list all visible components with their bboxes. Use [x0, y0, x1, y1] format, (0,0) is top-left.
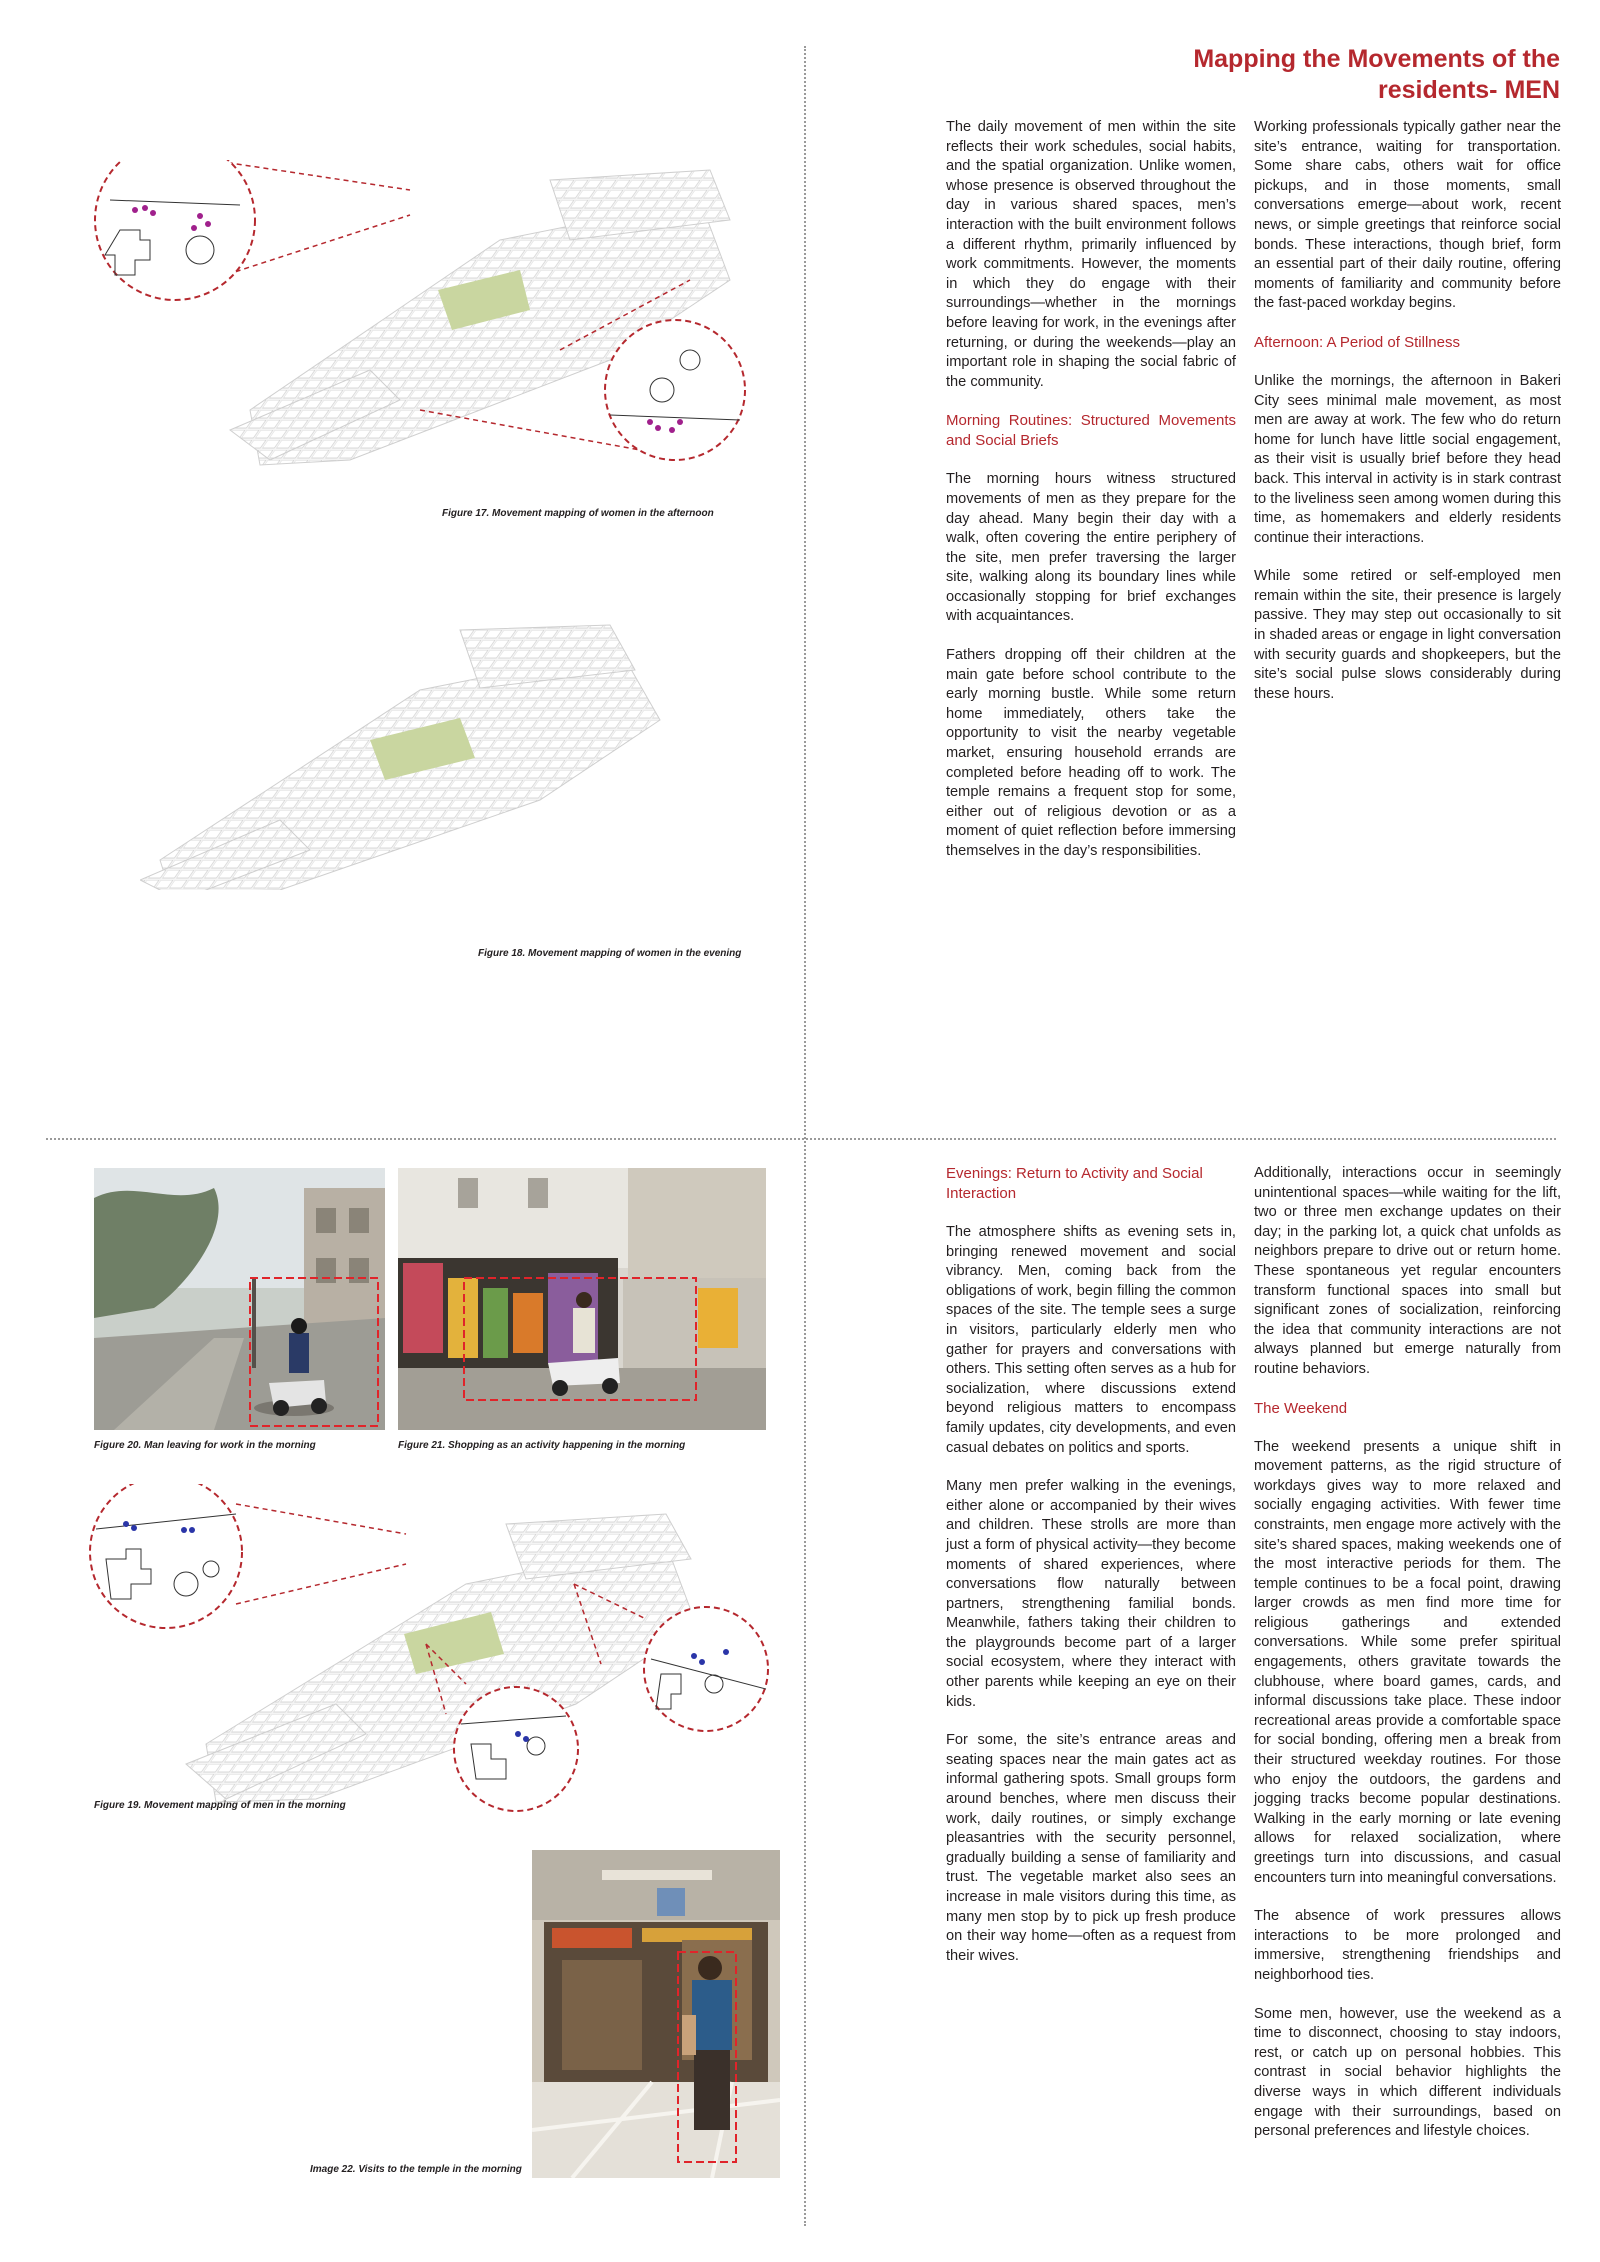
- image-22-caption: Image 22. Visits to the temple in the morning: [310, 2164, 522, 2175]
- figure-17-diagram: [90, 160, 770, 500]
- zoom-circle-top-left: [90, 1484, 406, 1628]
- figure-17-caption: Figure 17. Movement mapping of women in the afternoon: [442, 508, 714, 519]
- vertical-page-divider: [804, 46, 806, 2226]
- section-heading-evenings: Evenings: Return to Activity and Social Interaction: [946, 1165, 1203, 1202]
- section-heading-afternoon: Afternoon: A Period of Stillness: [1254, 333, 1460, 351]
- bottom-right-text-column: [1254, 1164, 1561, 2161]
- paragraph: Additionally, interactions occur in seemingly unintentional spaces—while waiting for the lift, two or three men exchange updates on their day; in the parking lot, a quick chat unfolds as neighbors prepare to drive out or return home. These spontaneous yet regular encounters transform functional spaces into small but significant zones of socialization, reinforcing the idea that community interactions are not always planned but emerge naturally from routine behaviors.: [1254, 1165, 1561, 1377]
- figure-21-caption: Figure 21. Shopping as an activity happening in the morning: [398, 1440, 686, 1451]
- top-right-text-column: [1254, 118, 1561, 723]
- figure-18-diagram: [140, 620, 700, 890]
- figure-19-caption: Figure 19. Movement mapping of men in the morning: [94, 1800, 346, 1811]
- paragraph: While some retired or self-employed men remain within the site, their presence is largely passive. They may step out occasionally to sit in shaded areas or engage in light conversation with security guards and shopkeepers, but the site’s social pulse slows considerably during these hours.: [1254, 568, 1561, 702]
- paragraph: Some men, however, use the weekend as a time to disconnect, choosing to stay indoors, rest, or catch up on personal hobbies. This contrast in social behavior highlights the diverse ways in which different individuals engage with their surroundings, based on personal preferences and lifestyle choices.: [1254, 2005, 1561, 2140]
- figure-18-caption: Figure 18. Movement mapping of women in the evening: [478, 948, 742, 959]
- section-heading-weekend: The Weekend: [1254, 1399, 1348, 1417]
- paragraph: The morning hours witness structured movements of men as they prepare for the day ahead. Many begin their day with a walk, often covering the entire periphery of the site, men prefer traversing the larger site, walking along its boundary lines while occasionally stopping for brief exchanges with acquaintances.: [946, 471, 1236, 625]
- page-title: Mapping the Movements of the residents- MEN: [1193, 45, 1560, 104]
- figure-20-caption: Figure 20. Man leaving for work in the morning: [94, 1440, 316, 1451]
- paragraph: The weekend presents a unique shift in movement patterns, as the rigid structure of workdays gives way to more relaxed and socially engaging activities. With fewer time constraints, men engage more actively with the site’s shared spaces, making weekends one of the most interactive periods for them. The temple continues to be a focal point, drawing larger crowds as men find more time for religious gatherings and extended conversations. While some prefer spiritual engagements, others gravitate towards the clubhouse, where board games, cards, and informal discussions take place. These indoor recreational areas provide a comfortable space for social bonding, offering men a break from their structured weekday routines. For those who enjoy the outdoors, the gardens and jogging tracks become popular destinations. Walking in the early morning or late evening allows for relaxed socialization, where greetings turn into discussions, and casual encounters turn into meaningful conversations.: [1254, 1438, 1561, 1886]
- paragraph: The daily movement of men within the site reflects their work schedules, social habits, and the spatial organization. Unlike women, whose presence is observed throughout the day in various shared spaces, men’s interaction with the built environment follows a different rhythm, primarily influenced by work commitments. However, the moments in which they do engage with their surroundings—whether in the mornings before leaving for work, in the evenings after returning, or during the weekends—play an important role in shaping the social fabric of the community.: [946, 119, 1236, 390]
- figure-21-photo: [398, 1168, 766, 1430]
- paragraph: Working professionals typically gather near the site’s entrance, waiting for transportation. Some share cabs, others wait for office pickups, and in those moments, small conversations emerge—about work, recent news, or simple greetings that reinforce social bonds. These interactions, though brief, form an essential part of their daily routine, offering moments of familiarity and community before the fast-paced workday begins.: [1254, 119, 1561, 312]
- paragraph: Unlike the mornings, the afternoon in Bakeri City sees minimal male movement, as most men are away at work. The few who do return home for lunch have little social engagement, as their visit is usually brief before they head back. This interval in activity is in stark contrast to the liveliness seen among women during this time, as homemakers and elderly residents continue their interactions.: [1254, 372, 1561, 546]
- figure-19-diagram: [86, 1484, 776, 1814]
- paragraph: Many men prefer walking in the evenings, either alone or accompanied by their wives and children. These strolls are more than just a form of physical activity—they become moments of shared experiences, where conversations flow naturally between partners, strengthening familial bonds. Meanwhile, fathers taking their children to the playgrounds become part of a larger social ecosystem, where they interact with other parents while keeping an eye on their kids.: [946, 1478, 1236, 1710]
- figure-20-photo: [94, 1168, 385, 1430]
- paragraph: For some, the site’s entrance areas and seating spaces near the main gates act as informal gathering spots. Small groups form around benches, where men discuss their work, daily routines, or simply exchange pleasantries with the security personnel, gradually building a sense of familiarity and trust. The vegetable market also sees an increase in male visitors during this time, as many men stop by to pick up fresh produce on their way home—often as a request from their wives.: [946, 1732, 1236, 1964]
- paragraph: The absence of work pressures allows interactions to be more prolonged and immersive, strengthening friendships and neighborhood ties.: [1254, 1908, 1561, 1983]
- paragraph: The atmosphere shifts as evening sets in, bringing renewed movement and social vibrancy. Men, coming back from the obligations of work, begin filling the common spaces of the site. The temple sees a surge in visitors, particularly elderly men who gather for prayers and conversations with others. This setting often serves as a hub for socialization, where discussions extend beyond religious matters to encompass family updates, city developments, and even casual debates on politics and sports.: [946, 1224, 1236, 1456]
- top-left-text-column: [946, 118, 1236, 881]
- paragraph: Fathers dropping off their children at the main gate before school contribute to the early morning bustle. While some return home immediately, others take the opportunity to visit the nearby vegetable market, ensuring household errands are completed before heading off to work. The temple remains a frequent stop for some, either out of religious devotion or as a moment of quiet reflection before immersing themselves in the day’s responsibilities.: [946, 647, 1236, 859]
- zoom-circle-left: [95, 160, 410, 300]
- horizontal-page-divider: [46, 1138, 1556, 1140]
- section-heading-morning: Morning Routines: Structured Movements and Social Briefs: [946, 412, 1236, 450]
- bottom-left-text-column: [946, 1164, 1236, 1985]
- image-22-photo: [532, 1850, 780, 2178]
